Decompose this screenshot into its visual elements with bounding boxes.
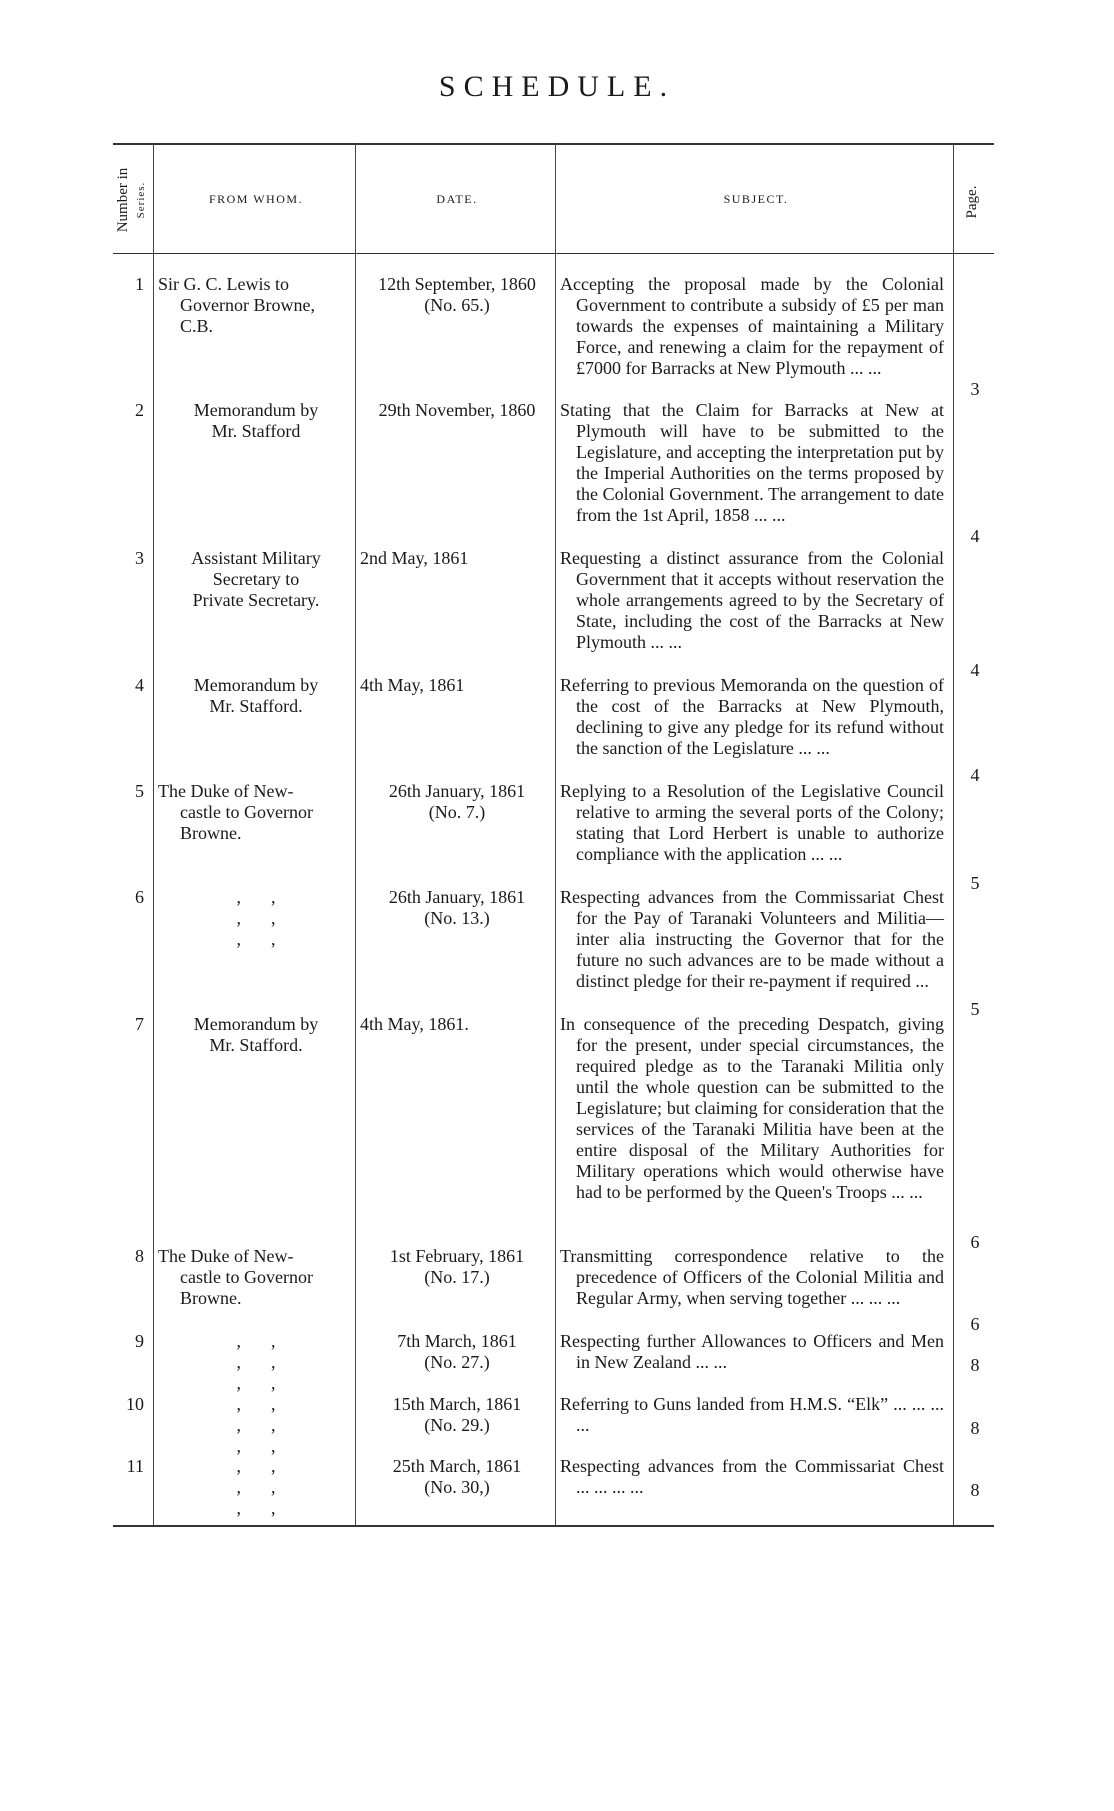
- row-page: 4: [970, 765, 980, 785]
- row-number: 11: [126, 1456, 144, 1476]
- subject-text: Replying to a Resolution of the Legislative Council relative to arming the several ports of the Colony; stating that Lord Herbert is unable to authorize compliance with the application ... ...: [560, 781, 944, 864]
- row-number: 7: [135, 1014, 144, 1034]
- from-line: C.B.: [180, 316, 214, 336]
- date-line: 2nd May, 1861: [360, 548, 469, 568]
- row-from: [158, 1246, 354, 1309]
- row-subject: [560, 548, 944, 653]
- subject-text: Requesting a distinct assurance from the Colonial Government that it accepts without reservation the whole arrangements agreed to by the Secretary of State, including the cost of the Barracks at New Plymouth ... ...: [560, 548, 944, 652]
- row-from: [158, 400, 354, 442]
- ditto-marks: ,, ,, ,,: [236, 1331, 306, 1393]
- row-date: [360, 400, 554, 421]
- subject-text: Respecting further Allowances to Officers and Men in New Zealand ... ...: [560, 1331, 944, 1372]
- ditto-marks: ,, ,, ,,: [236, 1394, 306, 1456]
- row-from: [158, 1014, 354, 1056]
- header-number-line2: Series.: [135, 181, 147, 219]
- header-date: DATE.: [436, 192, 478, 206]
- page-title: SCHEDULE.: [438, 70, 676, 103]
- row-from: [158, 887, 354, 950]
- ditto-marks: ,, ,, ,,: [236, 1456, 306, 1518]
- header-page-label: Page.: [964, 185, 980, 219]
- row-date: [360, 1331, 554, 1373]
- subject-text: Referring to Guns landed from H.M.S. “Elk” ... ... ... ...: [560, 1394, 944, 1435]
- row-page: 4: [970, 526, 980, 546]
- from-line: The Duke of New-: [158, 1246, 294, 1266]
- row-page: 4: [970, 660, 980, 680]
- date-line: 12th September, 1860: [378, 274, 536, 294]
- from-line: Private Secretary.: [192, 590, 320, 610]
- from-line: Browne.: [180, 1288, 242, 1308]
- header-bottom-rule: [113, 253, 994, 254]
- row-from: [158, 548, 354, 611]
- row-page: 6: [970, 1314, 980, 1334]
- from-line: Memorandum by: [193, 400, 319, 420]
- from-line: castle to Governor: [180, 1267, 313, 1287]
- date-line: (No. 65.): [424, 295, 490, 315]
- from-line: Secretary to: [212, 569, 300, 589]
- row-subject: [560, 887, 944, 992]
- date-line: (No. 27.): [424, 1352, 490, 1372]
- header-top-rule: [113, 143, 994, 145]
- row-page: 5: [970, 873, 980, 893]
- from-line: Memorandum by: [193, 675, 319, 695]
- row-number: 10: [126, 1394, 144, 1414]
- subject-text: Respecting advances from the Commissariat Chest for the Pay of Taranaki Volunteers and Militia—inter alia instructing the Governor that for the future no such advances are to be made without a distinct pledge for their re-payment if required ...: [560, 887, 944, 991]
- row-subject: [560, 781, 944, 865]
- row-page: 8: [970, 1418, 980, 1438]
- row-date: [360, 1246, 554, 1288]
- row-subject: [560, 1014, 944, 1203]
- header-page: [964, 172, 984, 232]
- ditto-marks: ,, ,, ,,: [236, 887, 306, 949]
- row-subject: [560, 675, 944, 759]
- from-line: Sir G. C. Lewis to: [158, 274, 290, 294]
- row-date: [360, 887, 554, 929]
- row-from: [158, 1331, 354, 1394]
- date-line: 26th January, 1861: [388, 887, 526, 907]
- subject-text: Transmitting correspondence relative to the precedence of Officers of the Colonial Militia and Regular Army, when serving together ... ... ...: [560, 1246, 944, 1308]
- from-line: Mr. Stafford.: [209, 696, 303, 716]
- header-number-line1: Number in: [115, 167, 131, 233]
- column-divider: [555, 143, 556, 1525]
- from-line: Mr. Stafford.: [209, 1035, 303, 1055]
- date-line: (No. 30,): [424, 1477, 490, 1497]
- date-line: 1st February, 1861: [389, 1246, 525, 1266]
- row-date: [360, 1456, 554, 1498]
- header-subject: SUBJECT.: [723, 192, 789, 206]
- header-from-whom: FROM WHOM.: [208, 192, 304, 206]
- row-date: [360, 274, 554, 316]
- from-line: Memorandum by: [193, 1014, 319, 1034]
- row-number: 2: [135, 400, 144, 420]
- header-number-in-series: [115, 140, 151, 260]
- row-number: 4: [135, 675, 144, 695]
- row-page: 5: [970, 999, 980, 1019]
- row-date: [360, 781, 554, 823]
- row-subject: [560, 1246, 944, 1309]
- row-subject: [560, 1331, 944, 1373]
- date-line: (No. 17.): [424, 1267, 490, 1287]
- date-line: 29th November, 1860: [378, 400, 536, 420]
- row-number: 3: [135, 548, 144, 568]
- from-line: Browne.: [180, 823, 242, 843]
- column-divider: [153, 143, 154, 1525]
- row-subject: [560, 1456, 944, 1498]
- date-line: (No. 29.): [424, 1415, 490, 1435]
- date-line: 15th March, 1861: [392, 1394, 522, 1414]
- row-number: 5: [135, 781, 144, 801]
- row-number: 9: [135, 1331, 144, 1351]
- row-page: 3: [970, 379, 980, 399]
- row-subject: [560, 1394, 944, 1436]
- date-line: 7th March, 1861: [397, 1331, 517, 1351]
- row-date: [360, 1014, 554, 1035]
- from-line: Assistant Military: [191, 548, 321, 568]
- row-from: [158, 781, 354, 844]
- row-page: 6: [970, 1232, 980, 1252]
- row-number: 1: [135, 274, 144, 294]
- from-line: Governor Browne,: [180, 295, 315, 315]
- subject-text: Referring to previous Memoranda on the question of the cost of the Barracks at New Plymouth, declining to give any pledge for its refund without the sanction of the Legislature ... ...: [560, 675, 944, 758]
- row-from: [158, 1456, 354, 1519]
- row-number: 6: [135, 887, 144, 907]
- from-line: Mr. Stafford: [211, 421, 301, 441]
- column-divider: [953, 143, 954, 1525]
- subject-text: Stating that the Claim for Barracks at New at Plymouth will have to be submitted to the Legislature, and accepting the interpretation put by the Imperial Authorities on the terms proposed by the Colonial Government. The arrangement to date from the 1st April, 1858 ... ...: [560, 400, 944, 525]
- row-page: 8: [970, 1480, 980, 1500]
- row-subject: [560, 400, 944, 526]
- subject-text: Respecting advances from the Commissariat Chest ... ... ... ...: [560, 1456, 944, 1497]
- column-divider: [355, 143, 356, 1525]
- from-line: castle to Governor: [180, 802, 313, 822]
- row-date: [360, 548, 554, 569]
- date-line: 4th May, 1861: [360, 675, 465, 695]
- subject-text: In consequence of the preceding Despatch, giving for the present, under special circumstances, the required pledge as to the Taranaki Militia only until the whole question can be submitted to the Legislature; but claiming for consideration that the services of the Taranaki Militia have been at the entire disposal of the Military Authorities for Military operations which would otherwise have had to be performed by the Queen's Troops ... ...: [560, 1014, 944, 1202]
- from-line: The Duke of New-: [158, 781, 294, 801]
- table-bottom-rule: [113, 1525, 994, 1527]
- row-date: [360, 1394, 554, 1436]
- row-from: [158, 274, 354, 337]
- date-line: 25th March, 1861: [392, 1456, 522, 1476]
- subject-text: Accepting the proposal made by the Colonial Government to contribute a subsidy of £5 per man towards the expenses of maintaining a Military Force, and renewing a claim for the repayment of £7000 for Barracks at New Plymouth ... ...: [560, 274, 944, 378]
- date-line: (No. 13.): [424, 908, 490, 928]
- row-date: [360, 675, 554, 696]
- date-line: 4th May, 1861.: [360, 1014, 469, 1034]
- row-subject: [560, 274, 944, 379]
- row-number: 8: [135, 1246, 144, 1266]
- row-from: [158, 675, 354, 717]
- date-line: (No. 7.): [428, 802, 486, 822]
- row-page: 8: [970, 1355, 980, 1375]
- date-line: 26th January, 1861: [388, 781, 526, 801]
- row-from: [158, 1394, 354, 1457]
